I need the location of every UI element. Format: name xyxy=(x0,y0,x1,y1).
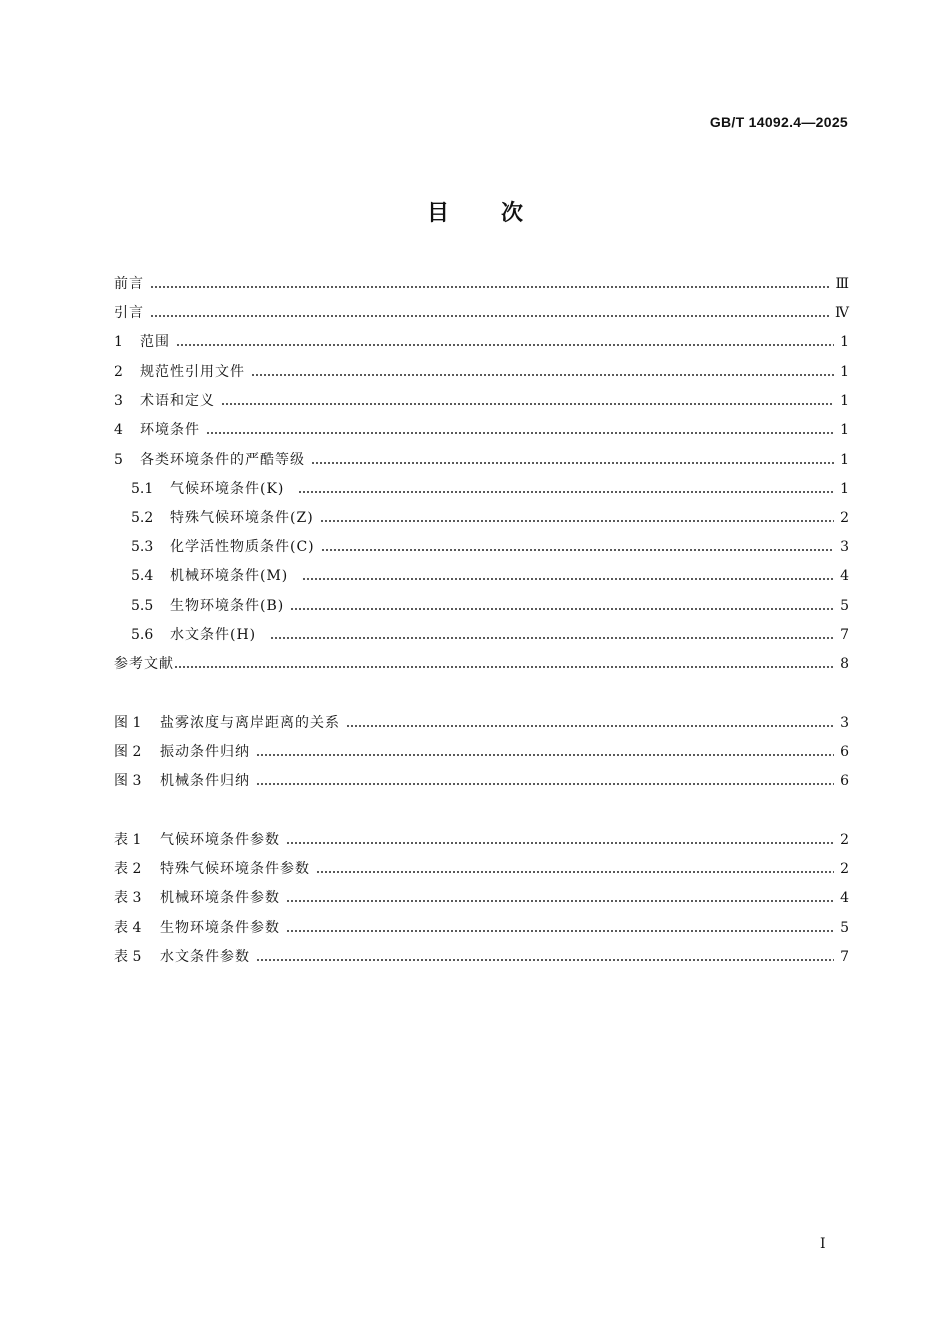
toc-entry-page: Ⅲ xyxy=(835,276,849,292)
toc-entry-number: 表 5 xyxy=(114,949,142,965)
dot-leader xyxy=(290,608,834,610)
toc-entry-foreword[interactable] xyxy=(114,274,849,294)
toc-entry-label: 生物环境条件(B) xyxy=(170,598,285,614)
toc-entry-5-3[interactable] xyxy=(131,537,849,557)
toc-entry-page: 1 xyxy=(840,334,849,350)
dot-leader xyxy=(251,374,834,376)
toc-entry-page: 3 xyxy=(840,539,849,555)
toc-entry-label: 环境条件 xyxy=(140,422,200,438)
toc-entry-number: 5.3 xyxy=(131,539,154,555)
toc-entry-page: 7 xyxy=(840,949,849,965)
toc-entry-number: 表 1 xyxy=(114,832,142,848)
toc-entry-5-2[interactable] xyxy=(131,508,849,528)
toc-entry-5-6[interactable] xyxy=(131,625,849,645)
dot-leader xyxy=(311,462,834,464)
toc-entry-label: 气候环境条件参数 xyxy=(160,832,280,848)
toc-figure-1[interactable] xyxy=(114,713,849,733)
dot-leader xyxy=(286,930,834,932)
toc-entry-page: 6 xyxy=(840,773,849,789)
toc-entry-number: 图 3 xyxy=(114,773,142,789)
toc-entry-number: 表 3 xyxy=(114,890,142,906)
toc-entry-number: 5.4 xyxy=(131,568,154,584)
toc-entry-label: 引言 xyxy=(114,305,144,321)
toc-entry-page: 6 xyxy=(840,744,849,760)
toc-entry-page: 5 xyxy=(840,920,849,936)
toc-entry-label: 范围 xyxy=(140,334,170,350)
toc-entry-page: Ⅳ xyxy=(835,305,849,321)
toc-entry-page: 1 xyxy=(840,481,849,497)
dot-leader xyxy=(346,725,834,727)
toc-table-2[interactable] xyxy=(114,859,849,879)
toc-entry-page: 7 xyxy=(840,627,849,643)
toc-entry-bibliography[interactable] xyxy=(114,654,849,674)
toc-entry-5[interactable] xyxy=(114,450,849,470)
toc-entry-page: 3 xyxy=(840,715,849,731)
toc-entry-label: 振动条件归纳 xyxy=(160,744,250,760)
toc-entry-number: 4 xyxy=(114,422,123,438)
dot-leader xyxy=(150,286,829,288)
toc-table-3[interactable] xyxy=(114,888,849,908)
dot-leader xyxy=(174,666,834,668)
toc-entry-page: 1 xyxy=(840,422,849,438)
dot-leader xyxy=(270,637,834,639)
toc-table-1[interactable] xyxy=(114,830,849,850)
toc-entry-label: 盐雾浓度与离岸距离的关系 xyxy=(160,715,340,731)
toc-entry-1[interactable] xyxy=(114,332,849,352)
toc-entry-number: 表 2 xyxy=(114,861,142,877)
dot-leader xyxy=(176,344,834,346)
page-title: 目次 xyxy=(426,201,575,226)
toc-entry-label: 机械条件归纳 xyxy=(160,773,250,789)
toc-figure-2[interactable] xyxy=(114,742,849,762)
toc-entry-page: 2 xyxy=(840,832,849,848)
toc-entry-number: 3 xyxy=(114,393,123,409)
toc-entry-label: 气候环境条件(K) xyxy=(170,481,285,497)
toc-entry-number: 1 xyxy=(114,334,123,350)
toc-entry-number: 图 1 xyxy=(114,715,142,731)
toc-entry-5-1[interactable] xyxy=(131,479,849,499)
toc-entry-4[interactable] xyxy=(114,420,849,440)
dot-leader xyxy=(256,959,834,961)
toc-entry-2[interactable] xyxy=(114,362,849,382)
toc-entry-number: 2 xyxy=(114,364,123,380)
toc-entry-label: 机械环境条件(M) xyxy=(170,568,289,584)
dot-leader xyxy=(316,871,834,873)
dot-leader xyxy=(286,842,834,844)
dot-leader xyxy=(150,315,829,317)
toc-entry-page: 4 xyxy=(840,890,849,906)
toc-entry-5-4[interactable] xyxy=(131,566,849,586)
toc-entry-label: 特殊气候环境条件(Z) xyxy=(170,510,314,526)
dot-leader xyxy=(286,900,834,902)
toc-entry-number: 5.6 xyxy=(131,627,154,643)
toc-entry-introduction[interactable] xyxy=(114,303,849,323)
toc-entry-label: 各类环境条件的严酷等级 xyxy=(140,452,305,468)
toc-figure-3[interactable] xyxy=(114,771,849,791)
toc-entry-page: 8 xyxy=(840,656,849,672)
toc-entry-label: 水文条件参数 xyxy=(160,949,250,965)
toc-entry-label: 前言 xyxy=(114,276,144,292)
standard-number: GB/T 14092.4—2025 xyxy=(709,114,848,130)
toc-entry-number: 5.2 xyxy=(131,510,154,526)
toc-table-5[interactable] xyxy=(114,947,849,967)
toc-entry-page: 2 xyxy=(840,861,849,877)
toc-entry-number: 图 2 xyxy=(114,744,142,760)
toc-entry-page: 4 xyxy=(840,568,849,584)
dot-leader xyxy=(321,549,834,551)
dot-leader xyxy=(206,432,834,434)
toc-entry-label: 规范性引用文件 xyxy=(140,364,245,380)
dot-leader xyxy=(320,520,834,522)
toc-entry-page: 1 xyxy=(840,452,849,468)
toc-entry-page: 1 xyxy=(840,393,849,409)
toc-entry-page: 5 xyxy=(840,598,849,614)
dot-leader xyxy=(302,578,834,580)
toc-entry-label: 参考文献 xyxy=(114,656,174,672)
dot-leader xyxy=(256,754,834,756)
toc-entry-3[interactable] xyxy=(114,391,849,411)
toc-entry-label: 机械环境条件参数 xyxy=(160,890,280,906)
page-number: I xyxy=(820,1236,826,1252)
toc-entry-label: 生物环境条件参数 xyxy=(160,920,280,936)
toc-entry-label: 化学活性物质条件(C) xyxy=(170,539,315,555)
dot-leader xyxy=(256,783,834,785)
toc-entry-number: 表 4 xyxy=(114,920,142,936)
dot-leader xyxy=(298,491,834,493)
toc-entry-label: 术语和定义 xyxy=(140,393,215,409)
toc-entry-5-5[interactable] xyxy=(131,596,849,616)
toc-entry-page: 1 xyxy=(840,364,849,380)
toc-entry-number: 5 xyxy=(114,452,123,468)
toc-entry-label: 水文条件(H) xyxy=(170,627,257,643)
toc-entry-label: 特殊气候环境条件参数 xyxy=(160,861,310,877)
toc-table-4[interactable] xyxy=(114,918,849,938)
toc-entry-number: 5.1 xyxy=(131,481,154,497)
dot-leader xyxy=(221,403,834,405)
toc-entry-page: 2 xyxy=(840,510,849,526)
toc-entry-number: 5.5 xyxy=(131,598,154,614)
